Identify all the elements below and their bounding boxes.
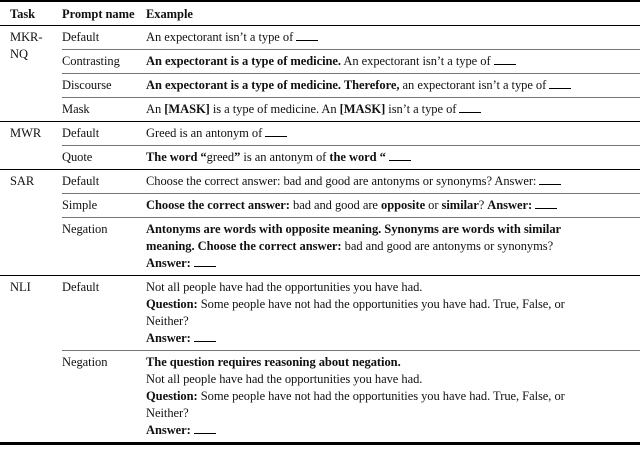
text-segment: An expectorant isn’t a type of: [146, 30, 297, 44]
text-segment: is an antonym of: [240, 150, 330, 164]
table-row: [0, 194, 640, 218]
answer-blank: [265, 136, 287, 137]
header-task: Task: [0, 1, 62, 26]
header-row: [0, 1, 640, 26]
answer-blank: [389, 160, 411, 161]
table-header: [0, 1, 640, 26]
bold-text: the word “: [329, 150, 389, 164]
text-segment: an expectorant isn’t a type of: [399, 78, 550, 92]
bold-text: The word “: [146, 150, 207, 164]
example-line: [146, 422, 636, 439]
text-segment: Neither?: [146, 406, 189, 420]
bold-text: Answer:: [146, 256, 194, 270]
example-line: [146, 388, 636, 405]
task-cell: MKR- NQ: [0, 26, 62, 122]
text-segment: Not all people have had the opportunities you have had.: [146, 372, 423, 386]
text-segment: Not all people have had the opportunities you have had.: [146, 280, 423, 294]
answer-blank: [194, 266, 216, 267]
text-segment: is a type of medicine. An: [209, 102, 340, 116]
text-segment: or: [425, 198, 442, 212]
example-line: [146, 330, 636, 347]
example-line: [146, 125, 636, 142]
text-segment: Greed is an antonym of: [146, 126, 266, 140]
example-cell: [146, 74, 640, 98]
header-prompt-name: Prompt name: [62, 1, 146, 26]
text-segment: bad and good are antonyms or synonyms?: [341, 239, 554, 253]
text-segment: Some people have not had the opportunities you have had. True, False, or: [197, 389, 565, 403]
task-cell: SAR: [0, 170, 62, 276]
text-segment: An expectorant isn’t a type of: [341, 54, 494, 68]
answer-blank: [549, 88, 571, 89]
example-line: [146, 238, 636, 255]
bold-text: An expectorant is a type of medicine.: [146, 54, 341, 68]
prompt-name-cell: Default: [62, 26, 146, 50]
table-row: [0, 26, 640, 50]
bold-text: ”: [234, 150, 241, 164]
table-row: [0, 98, 640, 122]
example-cell: [146, 146, 640, 170]
prompt-name-cell: Default: [62, 170, 146, 194]
example-line: [146, 77, 636, 94]
example-cell: [146, 276, 640, 351]
bold-text: [MASK]: [164, 102, 210, 116]
bold-text: similar: [441, 198, 479, 212]
bold-text: Choose the correct answer:: [146, 198, 290, 212]
prompt-name-cell: Default: [62, 276, 146, 351]
task-cell: MWR: [0, 122, 62, 170]
bold-text: meaning. Choose the correct answer:: [146, 239, 342, 253]
example-line: [146, 354, 636, 371]
prompt-name-cell: Quote: [62, 146, 146, 170]
bold-text: The question requires reasoning about negation.: [146, 355, 401, 369]
prompt-name-cell: Mask: [62, 98, 146, 122]
example-line: [146, 371, 636, 388]
prompt-name-cell: Negation: [62, 218, 146, 276]
prompt-name-cell: Simple: [62, 194, 146, 218]
table-row: [0, 351, 640, 444]
prompt-name-cell: Contrasting: [62, 50, 146, 74]
bold-text: opposite: [381, 198, 426, 212]
table-row: [0, 74, 640, 98]
answer-blank: [459, 112, 481, 113]
example-cell: [146, 194, 640, 218]
example-line: [146, 221, 636, 238]
prompt-name-cell: Default: [62, 122, 146, 146]
table-row: [0, 146, 640, 170]
example-line: [146, 279, 636, 296]
prompt-name-cell: Negation: [62, 351, 146, 444]
bold-text: Question:: [146, 389, 198, 403]
text-segment: An: [146, 102, 165, 116]
text-segment: Some people have not had the opportunities you have had. True, False, or: [197, 297, 565, 311]
bold-text: Antonyms are words with opposite meaning. Synonyms are words with similar: [146, 222, 562, 236]
table-body: [0, 26, 640, 444]
example-cell: [146, 122, 640, 146]
example-line: [146, 313, 636, 330]
prompt-name-cell: Discourse: [62, 74, 146, 98]
example-line: [146, 296, 636, 313]
bold-text: Answer:: [487, 198, 536, 212]
table-row: [0, 218, 640, 276]
answer-blank: [535, 208, 557, 209]
bold-text: Answer:: [146, 331, 194, 345]
answer-blank: [296, 40, 318, 41]
example-line: [146, 149, 636, 166]
example-cell: [146, 351, 640, 444]
example-line: [146, 29, 636, 46]
bold-text: An expectorant is a type of medicine. Therefore,: [146, 78, 400, 92]
text-segment: isn’t a type of: [385, 102, 460, 116]
example-cell: [146, 170, 640, 194]
example-cell: [146, 98, 640, 122]
example-cell: [146, 50, 640, 74]
example-line: [146, 197, 636, 214]
example-line: [146, 405, 636, 422]
text-segment: Neither?: [146, 314, 189, 328]
bold-text: Question:: [146, 297, 198, 311]
example-line: [146, 173, 636, 190]
text-segment: Choose the correct answer: bad and good are antonyms or synonyms? Answer:: [146, 174, 540, 188]
task-cell: NLI: [0, 276, 62, 444]
table-row: [0, 170, 640, 194]
table-row: [0, 50, 640, 74]
answer-blank: [539, 184, 561, 185]
bold-text: [MASK]: [339, 102, 386, 116]
bold-text: Answer:: [146, 423, 194, 437]
example-cell: [146, 26, 640, 50]
answer-blank: [194, 341, 216, 342]
text-segment: greed: [206, 150, 235, 164]
answer-blank: [494, 64, 516, 65]
text-segment: ?: [478, 198, 488, 212]
header-example: Example: [146, 1, 640, 26]
example-line: [146, 53, 636, 70]
example-line: [146, 101, 636, 118]
table-row: [0, 122, 640, 146]
text-segment: bad and good are: [289, 198, 382, 212]
example-cell: [146, 218, 640, 276]
answer-blank: [194, 433, 216, 434]
example-line: [146, 255, 636, 272]
table-row: [0, 276, 640, 351]
